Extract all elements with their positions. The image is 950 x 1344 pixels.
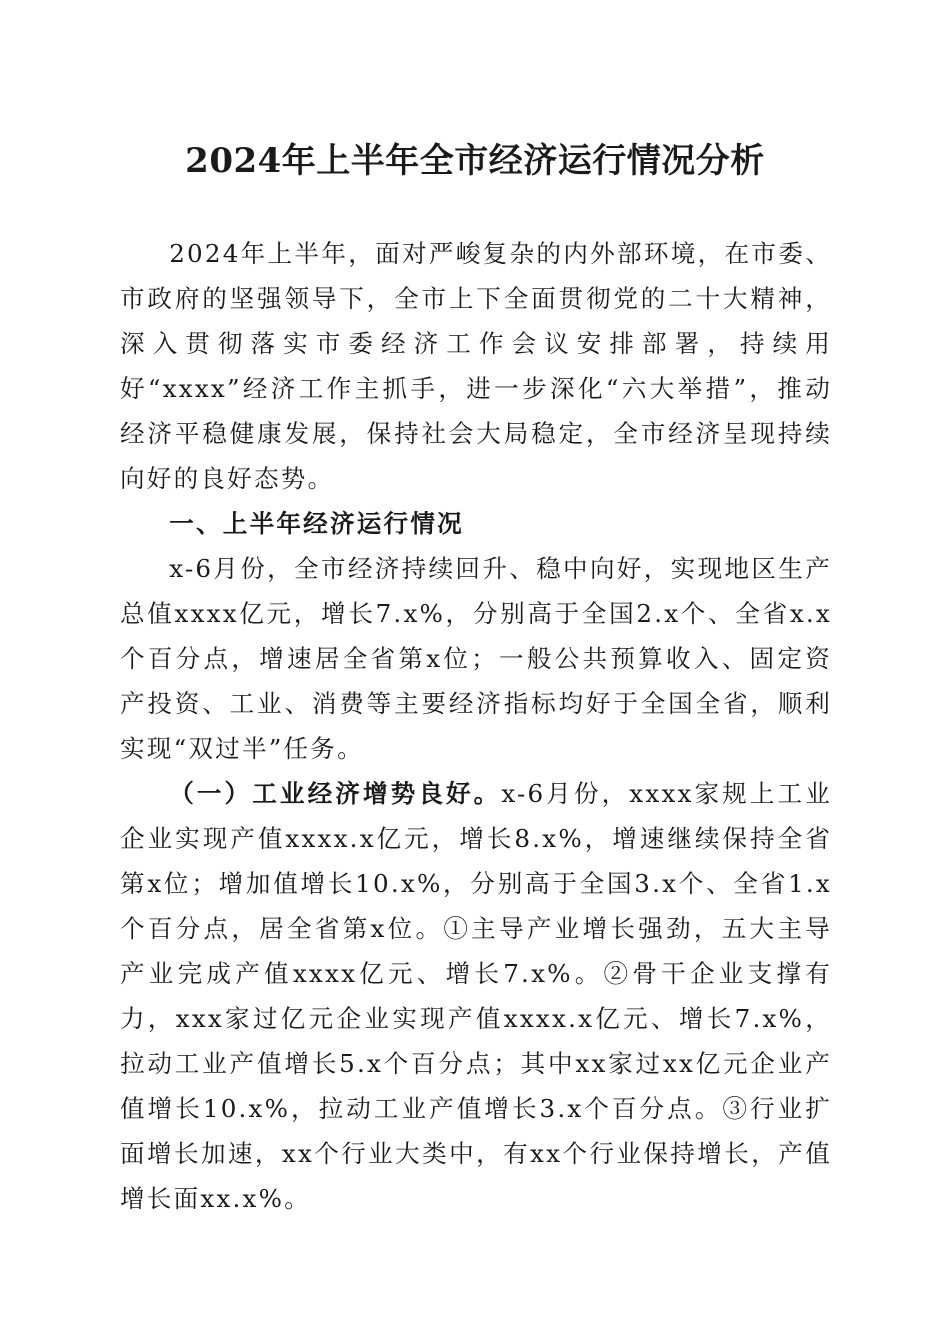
- document-title: 2024年上半年全市经济运行情况分析: [185, 141, 765, 181]
- subsection-heading: （一）工业经济增势良好。: [169, 779, 502, 808]
- subsection-body: x-6月份，xxxx家规上工业企业实现产值xxxx.x亿元，增长8.x%，增速继续保持全省第x位；增加值增长10.x%，分别高于全国3.x个、全省1.x个百分点，居全省第x位。①主导产业增长强劲，五大主导产业完成产值xxxx亿元、增长7.x%。②骨干企业支撑有力，xxx家过亿元企业实现产值xxxx.x亿元、增长7.x%，拉动工业产值增长5.x个百分点；其中xx家过xx亿元企业产值增长10.x%，拉动工业产值增长3.x个百分点。③行业扩面增长加速，xx个行业大类中，有xx个行业保持增长，产值增长面xx.x%。: [120, 779, 832, 1213]
- intro-paragraph: 2024年上半年，面对严峻复杂的内外部环境，在市委、市政府的坚强领导下，全市上下全面贯彻党的二十大精神，深入贯彻落实市委经济工作会议安排部署，持续用好“xxxx”经济工作主抓手，进一步深化“六大举措”，推动经济平稳健康发展，保持社会大局稳定，全市经济呈现持续向好的良好态势。: [120, 239, 832, 493]
- section-summary-paragraph: x-6月份，全市经济持续回升、稳中向好，实现地区生产总值xxxx亿元，增长7.x%，分别高于全国2.x个、全省x.x个百分点，增速居全省第x位；一般公共预算收入、固定资产投资、工业、消费等主要经济指标均好于全国全省，顺利实现“双过半”任务。: [120, 554, 832, 763]
- section-heading: 一、上半年经济运行情况: [169, 509, 464, 538]
- document-body: [120, 231, 832, 1221]
- subsection-paragraph: [120, 771, 832, 1221]
